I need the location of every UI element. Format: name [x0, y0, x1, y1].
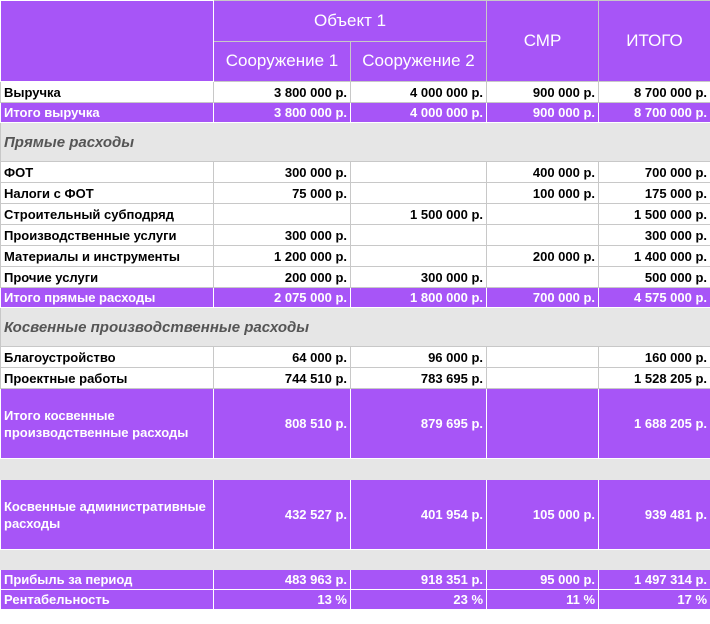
cell-structure-1[interactable]: 808 510 р. — [214, 389, 351, 459]
cell-smr[interactable]: 200 000 р. — [487, 246, 599, 267]
header-smr[interactable]: СМР — [487, 1, 599, 82]
cell-structure-1[interactable]: 432 527 р. — [214, 480, 351, 550]
cell-label[interactable]: Благоустройство — [1, 347, 214, 368]
header-object[interactable]: Объект 1 — [214, 1, 487, 42]
cell-structure-2[interactable] — [351, 183, 487, 204]
cell-structure-1[interactable]: 2 075 000 р. — [214, 288, 351, 308]
header-structure-1[interactable]: Сооружение 1 — [214, 41, 351, 82]
cell-structure-1[interactable]: 300 000 р. — [214, 225, 351, 246]
cell-total[interactable]: 8 700 000 р. — [599, 103, 710, 123]
cell-structure-2[interactable]: 4 000 000 р. — [351, 103, 487, 123]
cell-smr[interactable]: 95 000 р. — [487, 570, 599, 590]
header-total[interactable]: ИТОГО — [599, 1, 710, 82]
cell-structure-2[interactable]: 783 695 р. — [351, 368, 487, 389]
cell-structure-2[interactable]: 4 000 000 р. — [351, 82, 487, 103]
cell-total[interactable]: 1 497 314 р. — [599, 570, 710, 590]
cell-smr[interactable]: 400 000 р. — [487, 162, 599, 183]
section-direct-costs[interactable]: Прямые расходы — [1, 123, 710, 162]
row-indirect-total — [1, 389, 710, 459]
cell-structure-1[interactable] — [214, 204, 351, 225]
cell-label[interactable]: Материалы и инструменты — [1, 246, 214, 267]
cell-total[interactable]: 160 000 р. — [599, 347, 710, 368]
cell-total[interactable]: 8 700 000 р. — [599, 82, 710, 103]
cell-structure-2[interactable]: 401 954 р. — [351, 480, 487, 550]
cell-structure-1[interactable]: 1 200 000 р. — [214, 246, 351, 267]
cell-total[interactable]: 939 481 р. — [599, 480, 710, 550]
cell-structure-1[interactable]: 64 000 р. — [214, 347, 351, 368]
cell-total[interactable]: 1 500 000 р. — [599, 204, 710, 225]
cell-label[interactable]: Итого косвенные производственные расходы — [1, 389, 214, 459]
row-revenue-total — [1, 103, 710, 123]
cell-structure-1[interactable]: 3 800 000 р. — [214, 82, 351, 103]
row-materials — [1, 246, 710, 267]
cell-structure-2[interactable]: 96 000 р. — [351, 347, 487, 368]
cell-smr[interactable] — [487, 389, 599, 459]
cell-structure-2[interactable] — [351, 225, 487, 246]
cell-total[interactable]: 4 575 000 р. — [599, 288, 710, 308]
cell-label[interactable]: Рентабельность — [1, 590, 214, 610]
cell-smr[interactable]: 900 000 р. — [487, 103, 599, 123]
cell-total[interactable]: 1 400 000 р. — [599, 246, 710, 267]
cell-label[interactable]: Налоги с ФОТ — [1, 183, 214, 204]
cell-structure-2[interactable]: 879 695 р. — [351, 389, 487, 459]
cell-structure-1[interactable]: 13 % — [214, 590, 351, 610]
row-indirect-section — [1, 308, 710, 347]
cell-total[interactable]: 700 000 р. — [599, 162, 710, 183]
cell-structure-2[interactable]: 23 % — [351, 590, 487, 610]
cell-smr[interactable]: 700 000 р. — [487, 288, 599, 308]
cell-structure-2[interactable]: 1 800 000 р. — [351, 288, 487, 308]
row-design — [1, 368, 710, 389]
spacer-row — [1, 459, 710, 480]
cell-label[interactable]: Выручка — [1, 82, 214, 103]
row-revenue — [1, 82, 710, 103]
row-subcontract — [1, 204, 710, 225]
cell-structure-2[interactable] — [351, 162, 487, 183]
row-direct-total — [1, 288, 710, 308]
cell-smr[interactable]: 105 000 р. — [487, 480, 599, 550]
cell-structure-2[interactable]: 1 500 000 р. — [351, 204, 487, 225]
row-other-services — [1, 267, 710, 288]
row-fot — [1, 162, 710, 183]
cell-total[interactable]: 1 688 205 р. — [599, 389, 710, 459]
cell-smr[interactable] — [487, 267, 599, 288]
row-landscaping — [1, 347, 710, 368]
cell-label[interactable]: Прочие услуги — [1, 267, 214, 288]
cell-label[interactable]: Косвенные административные расходы — [1, 480, 214, 550]
header-row-1 — [1, 1, 710, 42]
header-structure-2[interactable]: Сооружение 2 — [351, 41, 487, 82]
section-indirect-costs[interactable]: Косвенные производственные расходы — [1, 308, 710, 347]
cell-label[interactable]: ФОТ — [1, 162, 214, 183]
cell-total[interactable]: 1 528 205 р. — [599, 368, 710, 389]
row-direct-section — [1, 123, 710, 162]
cell-total[interactable]: 500 000 р. — [599, 267, 710, 288]
cell-label[interactable]: Итого прямые расходы — [1, 288, 214, 308]
row-production-services — [1, 225, 710, 246]
row-profit — [1, 570, 710, 590]
cell-smr[interactable]: 11 % — [487, 590, 599, 610]
cell-structure-1[interactable]: 300 000 р. — [214, 162, 351, 183]
cell-structure-2[interactable]: 300 000 р. — [351, 267, 487, 288]
cell-smr[interactable]: 900 000 р. — [487, 82, 599, 103]
spacer-cell — [1, 550, 710, 570]
cell-structure-1[interactable]: 3 800 000 р. — [214, 103, 351, 123]
cell-label[interactable]: Строительный субподряд — [1, 204, 214, 225]
cell-smr[interactable] — [487, 347, 599, 368]
cell-structure-1[interactable]: 75 000 р. — [214, 183, 351, 204]
row-admin — [1, 480, 710, 550]
spacer-cell — [1, 459, 710, 480]
cell-structure-1[interactable]: 200 000 р. — [214, 267, 351, 288]
row-margin — [1, 590, 710, 610]
cell-label[interactable]: Итого выручка — [1, 103, 214, 123]
cell-structure-2[interactable]: 918 351 р. — [351, 570, 487, 590]
cell-total[interactable]: 300 000 р. — [599, 225, 710, 246]
cell-label[interactable]: Прибыль за период — [1, 570, 214, 590]
header-corner-cell[interactable] — [1, 1, 214, 82]
cell-structure-2[interactable] — [351, 246, 487, 267]
cell-total[interactable]: 175 000 р. — [599, 183, 710, 204]
cell-structure-1[interactable]: 483 963 р. — [214, 570, 351, 590]
cell-label[interactable]: Производственные услуги — [1, 225, 214, 246]
cell-total[interactable]: 17 % — [599, 590, 710, 610]
cell-smr[interactable] — [487, 204, 599, 225]
spacer-row — [1, 550, 710, 570]
row-fot-tax — [1, 183, 710, 204]
cell-smr[interactable]: 100 000 р. — [487, 183, 599, 204]
cell-label[interactable]: Проектные работы — [1, 368, 214, 389]
cell-smr[interactable] — [487, 225, 599, 246]
cell-structure-1[interactable]: 744 510 р. — [214, 368, 351, 389]
cell-smr[interactable] — [487, 368, 599, 389]
